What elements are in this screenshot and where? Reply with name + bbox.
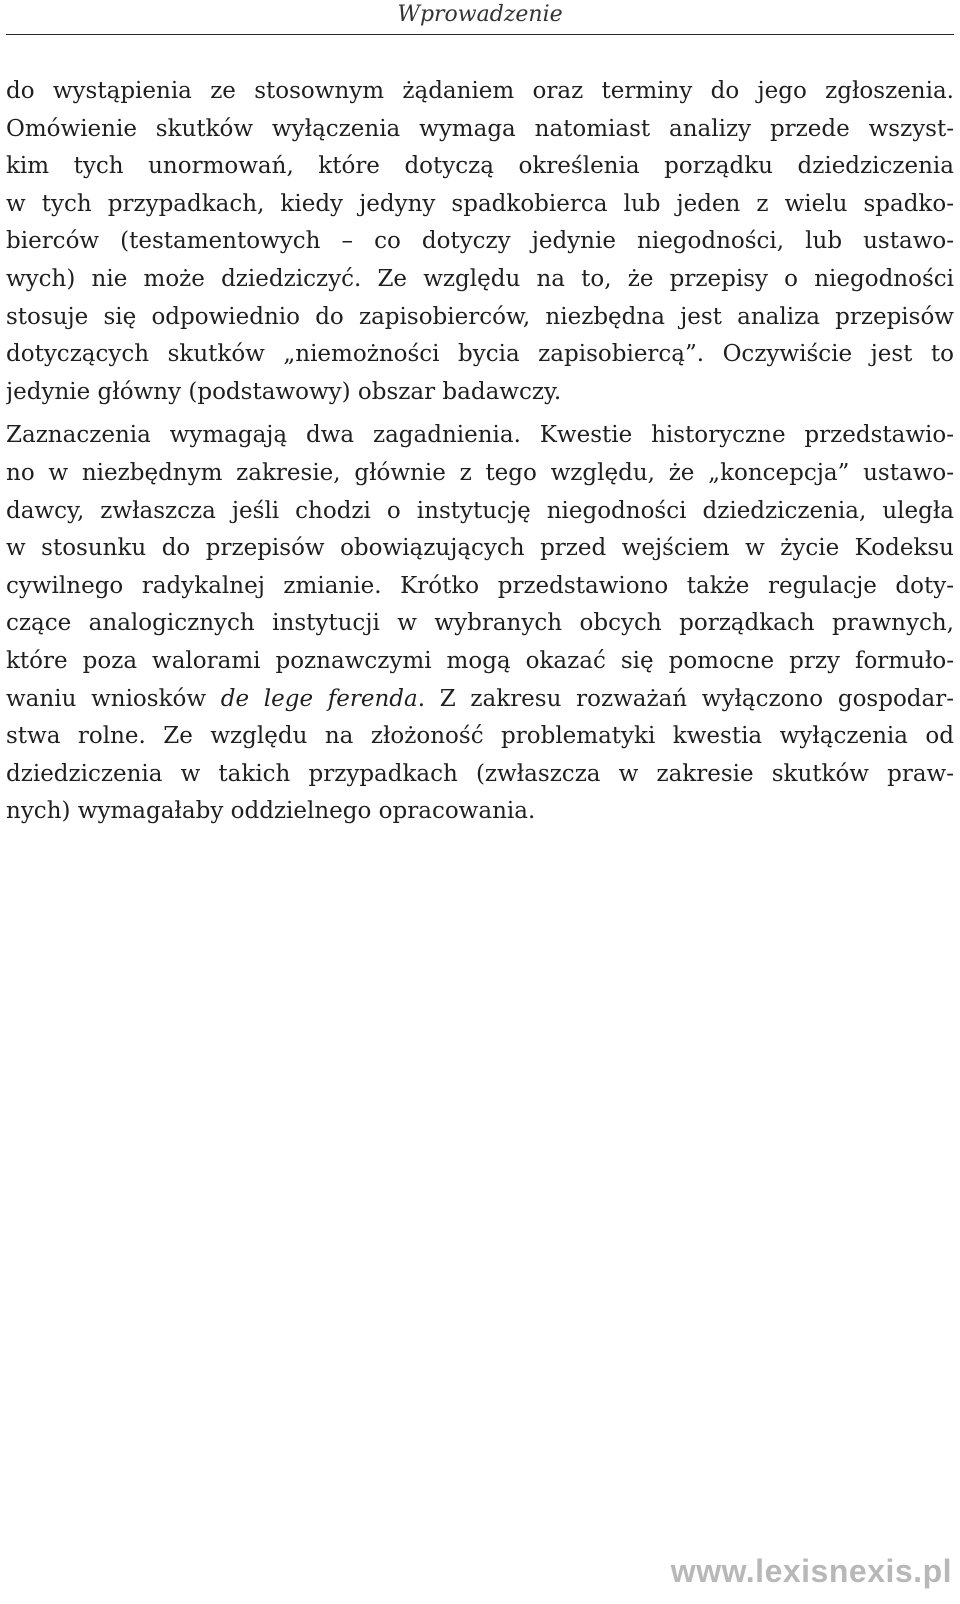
text-line: nych) wymagałaby oddzielnego opracowania. — [6, 798, 536, 825]
text-line: no w niezbędnym zakresie, głównie z tego względu, że „koncepcja” ustawo- — [6, 459, 954, 486]
text-segment: . Z zakresu rozważań wyłączono gospodar- — [417, 685, 954, 712]
text-line: które poza walorami poznawczymi mogą okazać się pomocne przy formuło- — [6, 647, 954, 674]
text-line: jedynie główny (podstawowy) obszar badawczy. — [6, 378, 562, 405]
running-header-title: Wprowadzenie — [397, 2, 563, 27]
text-line: stosuje się odpowiednio do zapisobierców, niezbędna jest analiza przepisów — [6, 303, 954, 330]
text-line: Omówienie skutków wyłączenia wymaga natomiast analizy przede wszyst- — [6, 115, 954, 142]
paragraph-1 — [6, 73, 954, 411]
text-line: stwa rolne. Ze względu na złożoność problematyki kwestia wyłączenia od — [6, 723, 954, 750]
text-line: cywilnego radykalnej zmianie. Krótko przedstawiono także regulacje doty- — [6, 572, 954, 599]
text-line-with-italic — [6, 681, 954, 719]
text-line: w stosunku do przepisów obowiązujących przed wejściem w życie Kodeksu — [6, 535, 954, 562]
body-text — [6, 73, 954, 831]
running-header — [6, 0, 954, 35]
publisher-url: www.lexisnexis.pl — [670, 1553, 952, 1589]
text-line: kim tych unormowań, które dotyczą określenia porządku dziedziczenia — [6, 153, 954, 180]
text-line: dawcy, zwłaszcza jeśli chodzi o instytucję niegodności dziedziczenia, uległa — [6, 497, 954, 524]
latin-phrase: de lege ferenda — [220, 685, 418, 712]
text-line: wych) nie może dziedziczyć. Ze względu na to, że przepisy o niegodności — [6, 265, 954, 292]
text-line: bierców (testamentowych – co dotyczy jedynie niegodności, lub ustawo- — [6, 228, 954, 255]
text-segment: waniu wniosków — [6, 685, 221, 712]
paragraph-2 — [6, 417, 954, 831]
text-line: w tych przypadkach, kiedy jedyny spadkobierca lub jeden z wielu spadko- — [6, 190, 954, 217]
text-line: do wystąpienia ze stosownym żądaniem oraz terminy do jego zgłoszenia. — [6, 78, 954, 104]
text-line: Zaznaczenia wymagają dwa zagadnienia. Kwestie historyczne przedstawio- — [6, 422, 954, 449]
text-line: dotyczących skutków „niemożności bycia zapisobiercą”. Oczywiście jest to — [6, 341, 954, 368]
text-line: czące analogicznych instytucji w wybranych obcych porządkach prawnych, — [6, 610, 954, 637]
text-line: dziedziczenia w takich przypadkach (zwłaszcza w zakresie skutków praw- — [6, 760, 954, 787]
